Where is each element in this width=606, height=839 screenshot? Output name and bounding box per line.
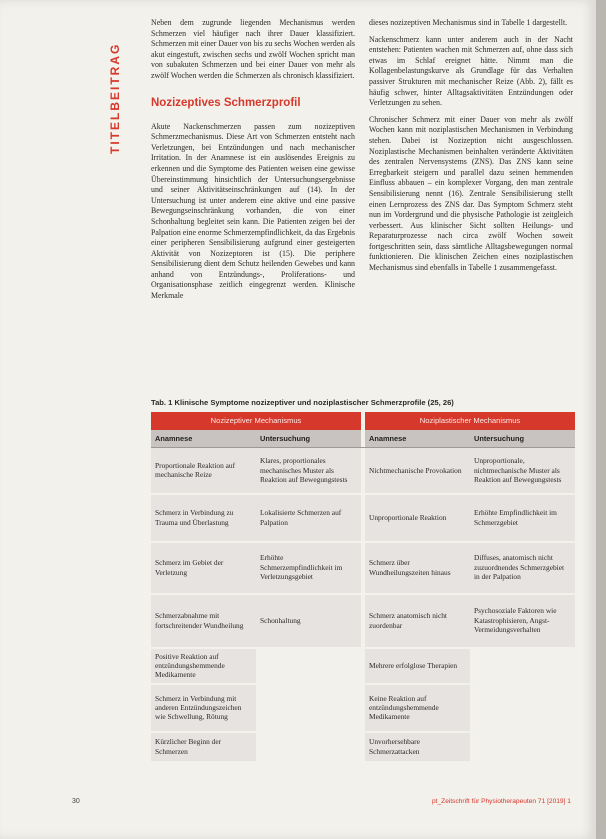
table-row	[151, 594, 575, 648]
column-header: Anamnese	[365, 430, 470, 448]
table-cell: Nichtmechanische Provokation	[365, 448, 470, 494]
column-header: Anamnese	[151, 430, 256, 448]
section-heading: Nozizeptives Schmerzprofil	[151, 96, 301, 109]
table-cell: Unvorhersehbare Schmerzattacken	[365, 732, 470, 762]
table-cell: Kürzlicher Beginn der Schmerzen	[151, 732, 256, 762]
table-cell: Proportionale Reaktion auf mechanische Reize	[151, 448, 256, 494]
table-cell: Klares, proportionales mechanisches Muster als Reaktion auf Bewegungstests	[256, 448, 361, 494]
body-paragraph: Akute Nackenschmerzen passen zum nozizeptiven Schmerzmechanismus. Diese Art von Schmerzen entsteht nach Verletzungen, bei Entzündungen und nach mechanischer Irritation. In der Anamnese ist ein auslösendes Ereignis zu erkennen und die Symptome des Patienten weisen eine gewisse Übereinstimmung hinsichtlich der Untersuchungsergebnisse und seiner Aktivitätseinschränkungen auf (14). In der Untersuchung ist unter anderem eine aktive und eine passive Bewegungseinschränkung vorhanden, die von einer Schonhaltung begleitet sein kann. Die Patienten zeigen bei der Palpation eine enorme Schmerzempfindlichkeit, da das Ergebnis einer peripheren Sensibilisierung aufgrund einer gesteigerten Aktivität von Nozizeptoren ist (15). Die periphere Sensibilisierung dient dem Schutz heilenden Gewebes und kann anhand von Entzündungs-, Proliferations- und Organisationsphase zeitlich eingegrenzt werden. Klinische Merkmale	[151, 121, 355, 301]
table-cell	[470, 648, 575, 684]
table-cell: Psychosoziale Faktoren wie Katastrophisieren, Angst-Vermeidungsverhalten	[470, 594, 575, 648]
body-paragraph: Chronischer Schmerz mit einer Dauer von mehr als zwölf Wochen kann mit noziplastischen Mechanismen in Verbindung stehen. Dabei ist Nozizeption nicht ausgeschlossen. Noziplastische Mechanismen beinhalten veränderte Aktivitäten des zentralen Nervensystems (ZNS). Das ZNS kann seine Erregbarkeit steigern und parallel dazu seinen hemmenden Einfluss abbauen – ein komplexer Vorgang, den man zentrale Sensibilisierung nennt (16). Zentrale Sensibilisierung stellt einen Lernprozess des ZNS dar. Das Symptom Schmerz steht nun im Vordergrund und die physische Pathologie ist zeitgleich verbessert. Aus klinischer Sicht sollten Heilungs- und Reparaturprozesse nach circa zwölf Wochen soweit fortgeschritten sein, dass sämtliche Alltagsbewegungen normal funktionieren. Die klinischen Zeichen eines noziplastischen Mechanismus sind ebenfalls in Tabelle 1 zusammengefasst.	[369, 114, 573, 273]
table-row	[151, 732, 575, 762]
intro-paragraph: Neben dem zugrunde liegenden Mechanismus werden Schmerzen viel häufiger nach ihrer Dauer klassifiziert. Schmerzen mit einer Dauer von bis zu sechs Wochen werden als akut eingestuft, zwischen sechs und zwölf Wochen spricht man von subakuten Schmerzen und bei einer Dauer von mehr als zwölf Wochen werden die Schmerzen als chronisch klassifiziert.	[151, 18, 355, 80]
table-cell	[256, 648, 361, 684]
table-cell: Diffuses, anatomisch nicht zuzuordnendes Schmerzgebiet in der Palpation	[470, 542, 575, 594]
table-row	[151, 448, 575, 494]
body-paragraph: dieses nozizeptiven Mechanismus sind in Tabelle 1 dargestellt.	[369, 18, 568, 27]
journal-footer: pt_Zeitschrift für Physiotherapeuten 71 [2019] 1	[432, 798, 571, 805]
table-cell: Schmerz im Gebiet der Verletzung	[151, 542, 256, 594]
table-cell: Schmerzabnahme mit fortschreitender Wundheilung	[151, 594, 256, 648]
table-cell: Positive Reaktion auf entzündungshemmende Medikamente	[151, 648, 256, 684]
table-cell	[256, 732, 361, 762]
section-label: TITELBEITRAG	[108, 42, 122, 154]
table-row	[151, 494, 575, 542]
table-cell: Lokalisierte Schmerzen auf Palpation	[256, 494, 361, 542]
table-cell: Schmerz in Verbindung mit anderen Entzündungszeichen wie Schwellung, Rötung	[151, 684, 256, 732]
left-text-column	[151, 18, 355, 308]
table-cell: Schmerz anatomisch nicht zuordenbar	[365, 594, 470, 648]
column-header: Untersuchung	[256, 430, 361, 448]
symptoms-table	[151, 412, 575, 763]
table-cell	[470, 684, 575, 732]
table-row	[151, 684, 575, 732]
group-header-nociplastic: Noziplastischer Mechanismus	[365, 412, 575, 430]
table-cell: Erhöhte Schmerzempfindlichkeit im Verletzungsgebiet	[256, 542, 361, 594]
table-cell: Unproportionale, nichtmechanische Muster als Reaktion auf Bewegungstests	[470, 448, 575, 494]
table-cell: Unproportionale Reaktion	[365, 494, 470, 542]
table-cell: Schmerz über Wundheilungszeiten hinaus	[365, 542, 470, 594]
table-row	[151, 648, 575, 684]
page-edge	[596, 0, 606, 839]
body-paragraph: Nackenschmerz kann unter anderem auch in der Nacht entstehen: Patienten wachen mit Schmerzen auf, ohne dass sich etwas im Schlaf ereignet hätte. Nimmt man die Kollagenbelastungskurve als Grundlage für das Verhalten passiver Strukturen mit mechanischer Reize (Abb. 2), fällt es häufig schwer, hinter Alltagsaktivitäten Entzündungen oder Verletzungen zu sehen.	[369, 34, 573, 108]
table-cell: Schonhaltung	[256, 594, 361, 648]
table-cell	[256, 684, 361, 732]
table-row	[151, 542, 575, 594]
table-cell: Schmerz in Verbindung zu Trauma und Überlastung	[151, 494, 256, 542]
column-header: Untersuchung	[470, 430, 575, 448]
table-cell	[470, 732, 575, 762]
table-cell: Keine Reaktion auf entzündungshemmende Medikamente	[365, 684, 470, 732]
right-text-column	[369, 18, 573, 280]
group-header-nociceptive: Nozizeptiver Mechanismus	[151, 412, 361, 430]
table-caption: Tab. 1 Klinische Symptome nozizeptiver und noziplastischer Schmerzprofile (25, 26)	[151, 398, 454, 407]
table-cell: Erhöhte Empfindlichkeit im Schmerzgebiet	[470, 494, 575, 542]
table-cell: Mehrere erfolglose Therapien	[365, 648, 470, 684]
page-number: 30	[72, 798, 80, 805]
